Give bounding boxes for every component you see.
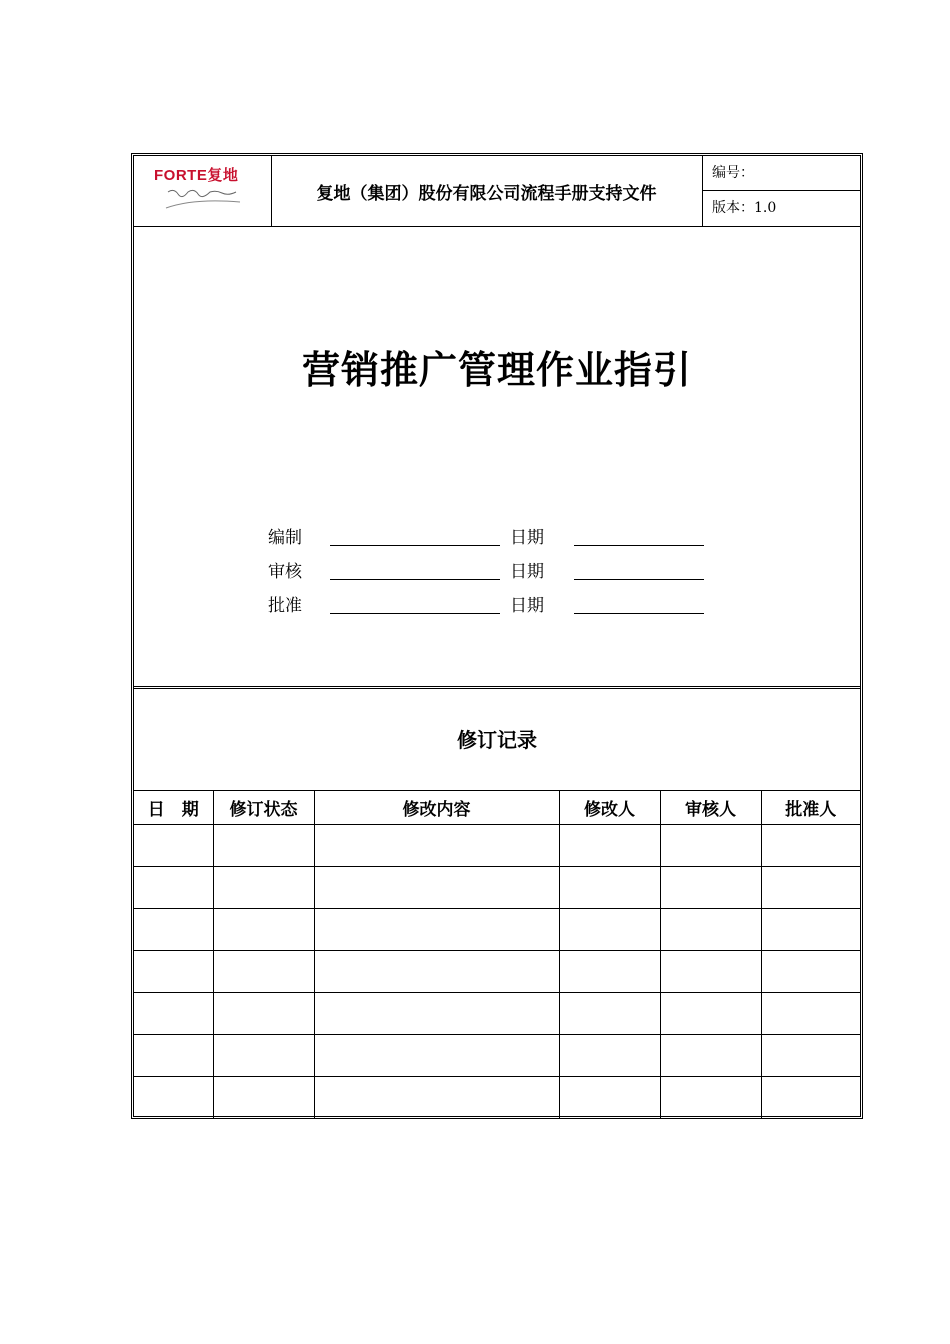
organization-title: 复地（集团）股份有限公司流程手册支持文件 <box>316 183 657 204</box>
document-title: 营销推广管理作业指引 <box>301 347 692 392</box>
table-row <box>134 825 860 867</box>
document-number: 编号： <box>702 156 860 191</box>
column-header-modifier: 修改人 <box>559 791 660 825</box>
column-header-revision-status: 修订状态 <box>213 791 314 825</box>
table-cell[interactable] <box>660 993 761 1035</box>
table-cell[interactable] <box>761 1077 860 1119</box>
table-cell[interactable] <box>559 1035 660 1077</box>
signature-blank[interactable] <box>330 557 500 580</box>
table-row <box>134 951 860 993</box>
date-label: 日期 <box>510 596 544 616</box>
document-header <box>134 156 860 227</box>
table-cell[interactable] <box>761 951 860 993</box>
table-cell[interactable] <box>213 1077 314 1119</box>
table-row <box>134 993 860 1035</box>
revision-record-title: 修订记录 <box>457 728 537 752</box>
table-cell[interactable] <box>660 1035 761 1077</box>
table-cell[interactable] <box>314 951 559 993</box>
table-cell[interactable] <box>213 951 314 993</box>
table-cell[interactable] <box>559 825 660 867</box>
table-header-row <box>134 791 860 825</box>
table-cell[interactable] <box>314 909 559 951</box>
table-cell[interactable] <box>761 993 860 1035</box>
revision-table <box>134 790 860 1118</box>
logo-signature-icon <box>164 184 244 212</box>
table-cell[interactable] <box>660 951 761 993</box>
table-cell[interactable] <box>213 909 314 951</box>
table-cell[interactable] <box>559 867 660 909</box>
table-cell[interactable] <box>213 1035 314 1077</box>
table-cell[interactable] <box>314 867 559 909</box>
signature-label: 批准 <box>268 596 302 616</box>
date-blank[interactable] <box>574 557 704 580</box>
table-cell[interactable] <box>134 867 213 909</box>
header-title-cell <box>271 156 703 226</box>
table-cell[interactable] <box>559 993 660 1035</box>
table-cell[interactable] <box>213 993 314 1035</box>
table-cell[interactable] <box>213 825 314 867</box>
table-cell[interactable] <box>134 993 213 1035</box>
table-row <box>134 1077 860 1119</box>
table-cell[interactable] <box>314 993 559 1035</box>
table-cell[interactable] <box>559 1077 660 1119</box>
table-cell[interactable] <box>134 909 213 951</box>
table-cell[interactable] <box>660 825 761 867</box>
table-row <box>134 909 860 951</box>
table-cell[interactable] <box>761 867 860 909</box>
signature-blank[interactable] <box>330 591 500 614</box>
column-header-reviewer: 审核人 <box>660 791 761 825</box>
date-label: 日期 <box>510 562 544 582</box>
table-cell[interactable] <box>134 1035 213 1077</box>
table-cell[interactable] <box>559 951 660 993</box>
table-cell[interactable] <box>213 867 314 909</box>
table-cell[interactable] <box>314 1077 559 1119</box>
table-cell[interactable] <box>761 1035 860 1077</box>
table-cell[interactable] <box>660 909 761 951</box>
table-cell[interactable] <box>660 1077 761 1119</box>
date-blank[interactable] <box>574 523 704 546</box>
column-header-change-content: 修改内容 <box>314 791 559 825</box>
logo-brand-text: FORTE复地 <box>154 167 239 184</box>
signature-label: 审核 <box>268 562 302 582</box>
table-cell[interactable] <box>314 825 559 867</box>
table-row <box>134 867 860 909</box>
section-divider <box>134 686 860 692</box>
column-header-date: 日 期 <box>134 791 213 825</box>
document-version: 版本：1.0 <box>712 200 777 216</box>
table-cell[interactable] <box>660 867 761 909</box>
table-cell[interactable] <box>761 909 860 951</box>
table-cell[interactable] <box>314 1035 559 1077</box>
date-blank[interactable] <box>574 591 704 614</box>
signature-label: 编制 <box>268 528 302 548</box>
document-frame <box>131 153 863 1119</box>
column-header-approver: 批准人 <box>761 791 860 825</box>
table-cell[interactable] <box>134 825 213 867</box>
signature-blank[interactable] <box>330 523 500 546</box>
table-cell[interactable] <box>559 909 660 951</box>
table-cell[interactable] <box>761 825 860 867</box>
table-cell[interactable] <box>134 951 213 993</box>
date-label: 日期 <box>510 528 544 548</box>
company-logo <box>134 156 272 226</box>
header-meta-cell <box>702 156 860 226</box>
table-cell[interactable] <box>134 1077 213 1119</box>
table-row <box>134 1035 860 1077</box>
